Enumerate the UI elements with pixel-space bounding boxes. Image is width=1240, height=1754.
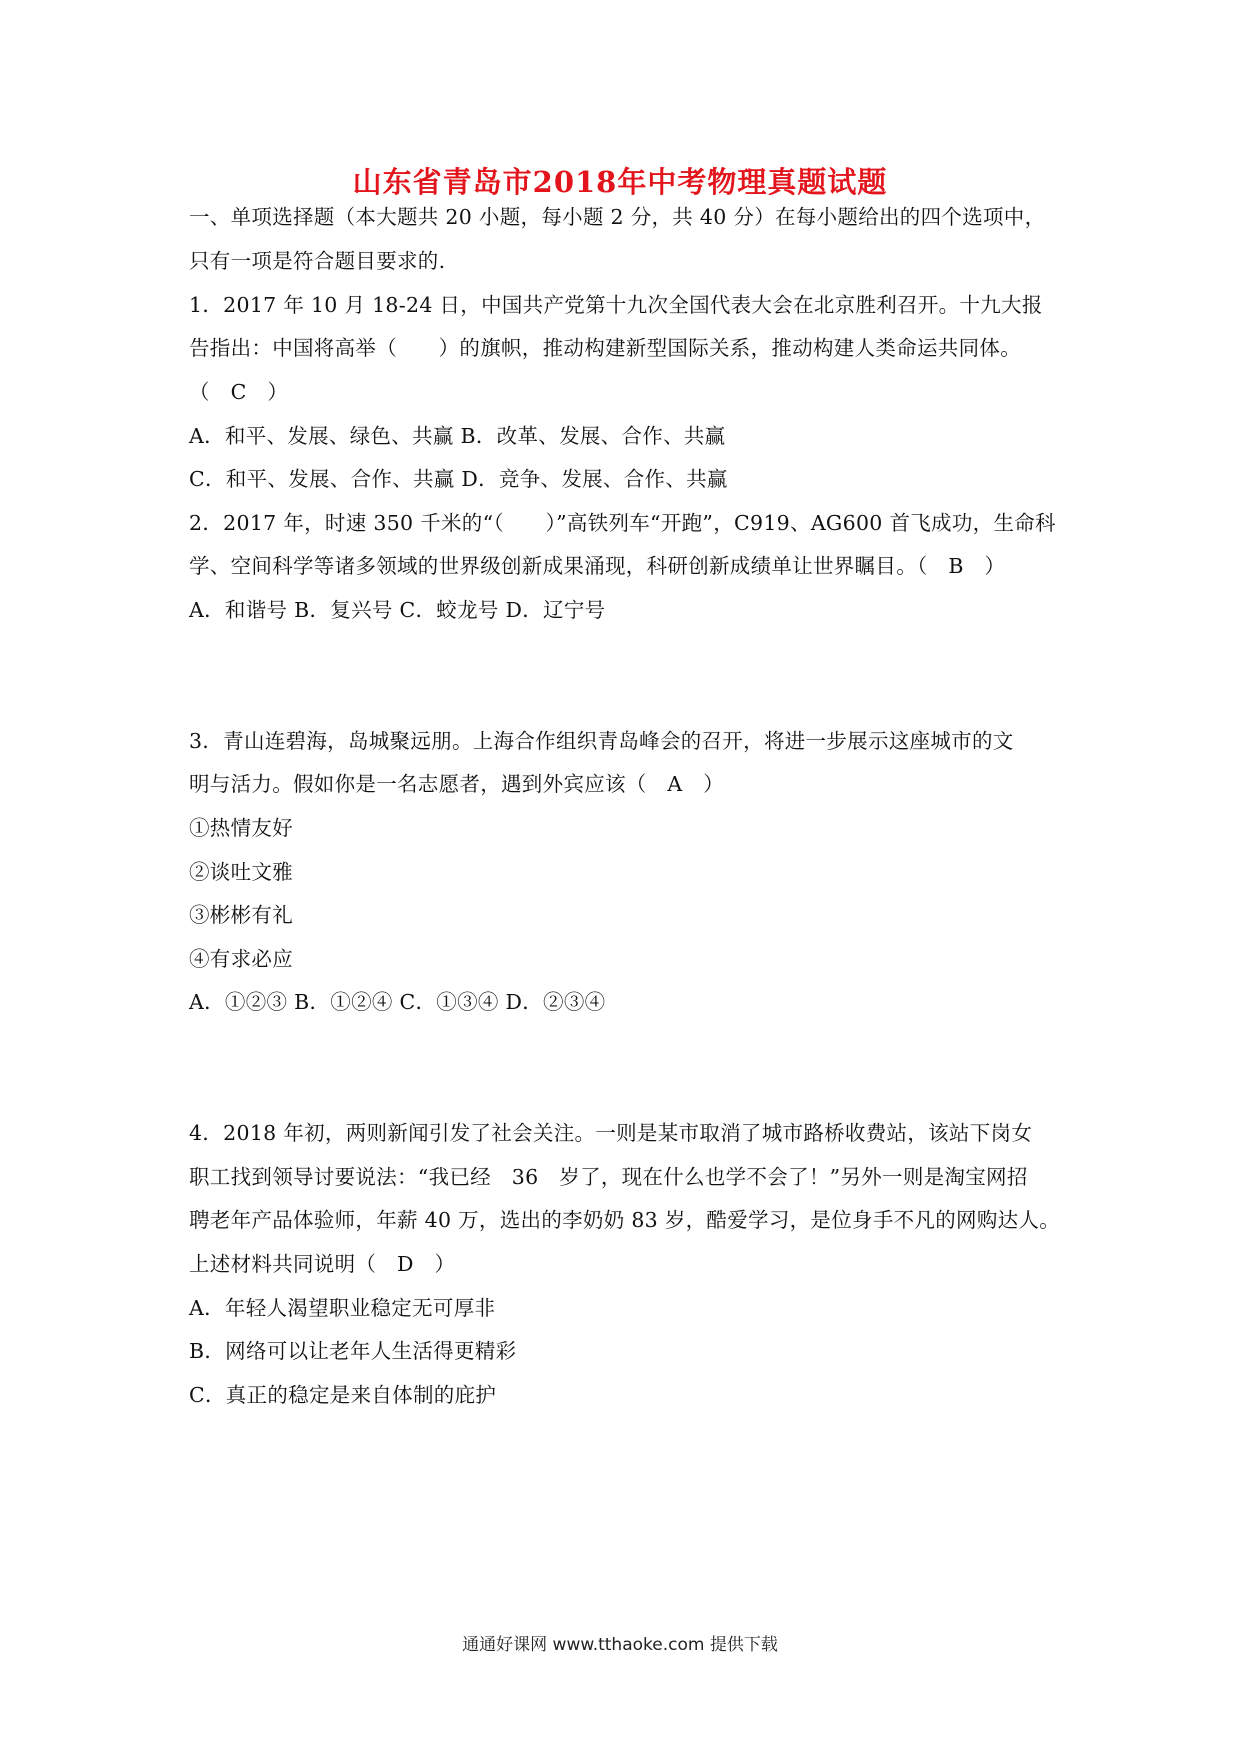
question-3-line-1: 3．青山连碧海，岛城聚远朋。上海合作组织青岛峰会的召开，将进一步展示这座城市的文 <box>189 729 1014 753</box>
question-1-line-1: 1．2017 年 10 月 18-24 日，中国共产党第十九次全国代表大会在北京胜利召开。十九大报 <box>189 293 1043 317</box>
section-heading-line-2: 只有一项是符合题目要求的. <box>189 249 446 273</box>
question-4-option-b: B．网络可以让老年人生活得更精彩 <box>189 1339 517 1363</box>
question-1-line-2: 告指出：中国将高举（ ）的旗帜，推动构建新型国际关系，推动构建人类命运共同体。 <box>189 336 1021 360</box>
question-2-line-1: 2．2017 年，时速 350 千米的“（ ）”高铁列车“开跑”，C919、AG600 首飞成功，生命科 <box>189 511 1056 535</box>
question-4-option-a: A．年轻人渴望职业稳定无可厚非 <box>189 1296 496 1320</box>
question-4-line-3: 聘老年产品体验师，年薪 40 万，选出的李奶奶 83 岁，酷爱学习，是位身手不凡的网购达人。 <box>189 1208 1061 1232</box>
exam-title: 山东省青岛市2018年中考物理真题试题 <box>352 165 888 199</box>
question-4-line-1: 4．2018 年初，两则新闻引发了社会关注。一则是某市取消了城市路桥收费站，该站下岗女 <box>189 1121 1033 1145</box>
question-2-line-2: 学、空间科学等诸多领域的世界级创新成果涌现，科研创新成绩单让世界瞩目。（ B ） <box>189 554 1006 578</box>
question-3-item-1: ①热情友好 <box>189 816 293 840</box>
question-3-item-4: ④有求必应 <box>189 947 293 971</box>
question-3-item-2: ②谈吐文雅 <box>189 860 293 884</box>
question-1-options-ab: A．和平、发展、绿色、共赢 B．改革、发展、合作、共赢 <box>189 424 726 448</box>
question-2-options: A．和谐号 B．复兴号 C．蛟龙号 D．辽宁号 <box>189 598 606 622</box>
section-heading-line-1: 一、单项选择题（本大题共 20 小题，每小题 2 分，共 40 分）在每小题给出的四个选项中， <box>189 205 1046 229</box>
question-4-line-4: 上述材料共同说明（ D ） <box>189 1252 456 1276</box>
page-footer: 通通好课网 www.tthaoke.com 提供下载 <box>462 1635 778 1655</box>
question-3-options: A．①②③ B．①②④ C．①③④ D．②③④ <box>189 990 606 1014</box>
question-1-options-cd: C．和平、发展、合作、共赢 D．竞争、发展、合作、共赢 <box>189 467 728 491</box>
question-3-line-2: 明与活力。假如你是一名志愿者，遇到外宾应该（ A ） <box>189 772 725 796</box>
question-4-option-c: C．真正的稳定是来自体制的庇护 <box>189 1383 497 1407</box>
question-3-item-3: ③彬彬有礼 <box>189 903 293 927</box>
question-4-line-2: 职工找到领导讨要说法：“我已经 36 岁了，现在什么也学不会了！”另外一则是淘宝网招 <box>189 1165 1028 1189</box>
question-1-answer: （ C ） <box>189 380 289 404</box>
